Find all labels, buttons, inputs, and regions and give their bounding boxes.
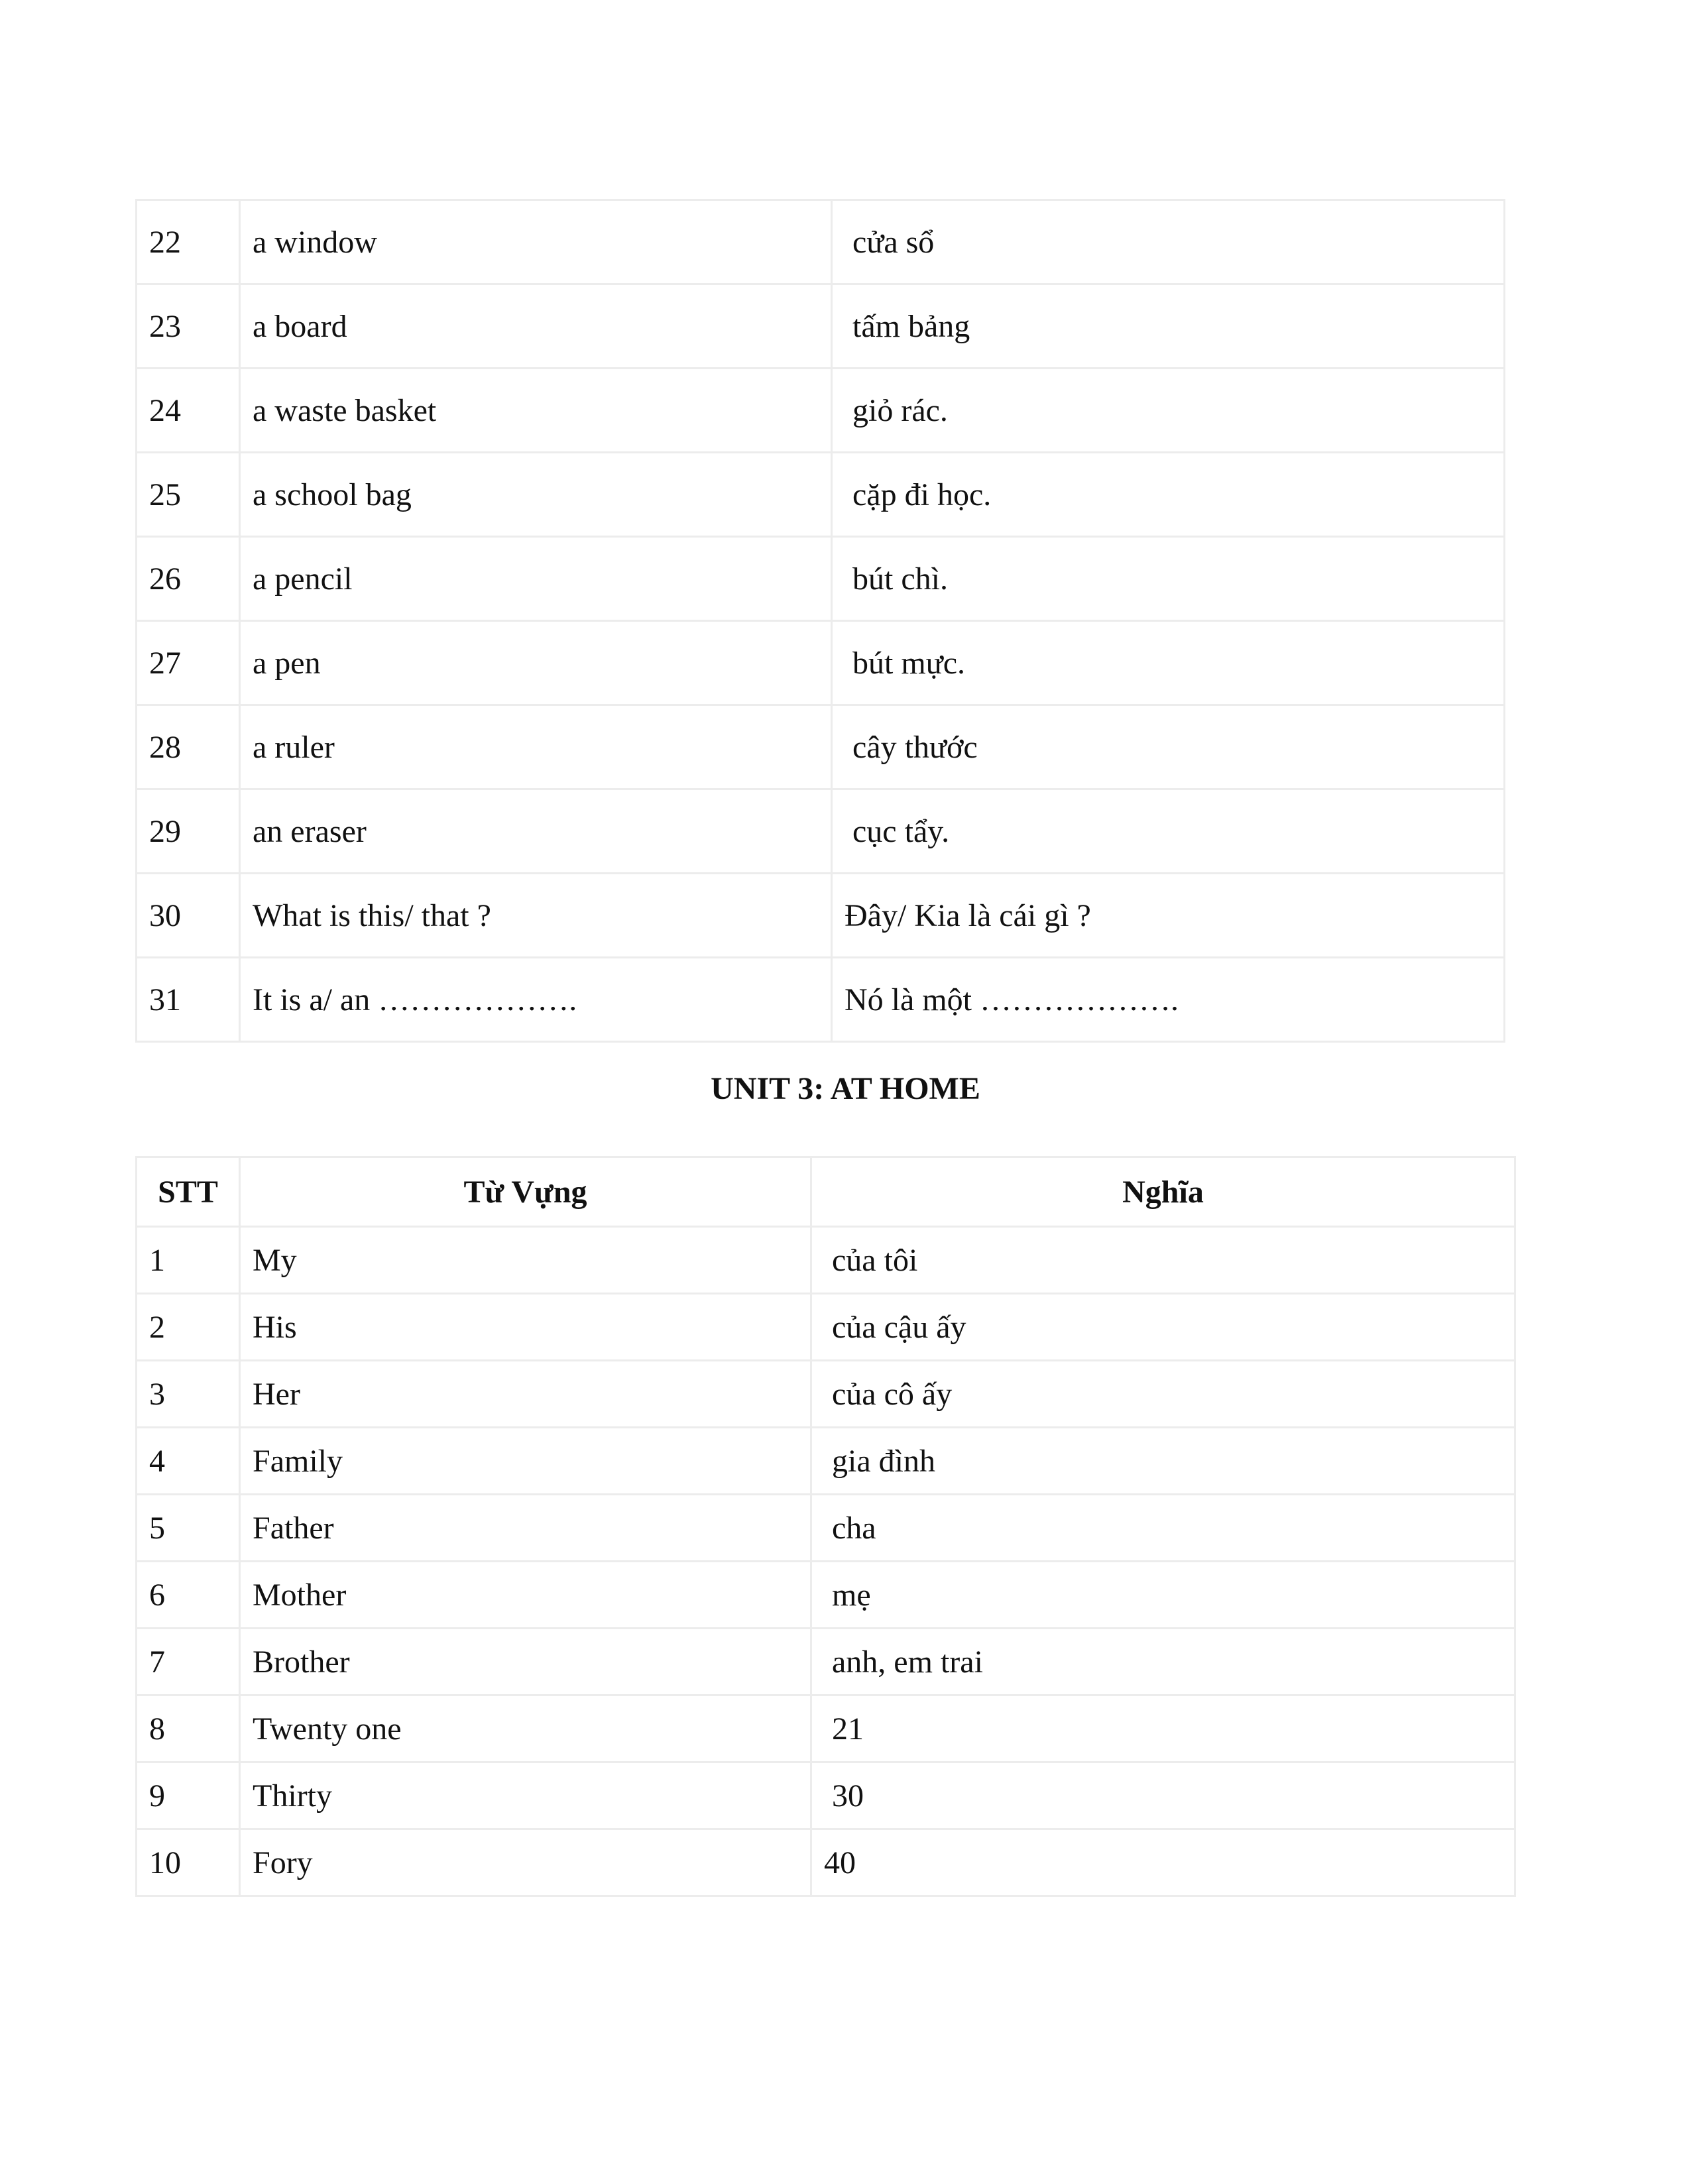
vocab-word: Thirty: [240, 1762, 811, 1829]
row-number: 4: [137, 1428, 240, 1495]
vocab-word: His: [240, 1294, 811, 1361]
table-row: [137, 621, 1505, 705]
vocabulary-table-continued: [135, 199, 1505, 1043]
vocab-meaning: bút chì.: [832, 537, 1505, 621]
row-number: 9: [137, 1762, 240, 1829]
vocab-word: Father: [240, 1495, 811, 1562]
vocab-word: a ruler: [240, 705, 832, 789]
vocab-meaning: cha: [811, 1495, 1515, 1562]
unit3-vocabulary-table: [135, 1156, 1516, 1897]
table-row: [137, 874, 1505, 958]
vocab-meaning: 30: [811, 1762, 1515, 1829]
vocab-word: What is this/ that ?: [240, 874, 832, 958]
vocab-word: an eraser: [240, 789, 832, 874]
vocab-word: Mother: [240, 1562, 811, 1629]
row-number: 23: [137, 284, 240, 369]
table-row: [137, 369, 1505, 453]
table-row: [137, 200, 1505, 284]
table-header-row: [137, 1157, 1515, 1227]
vocab-word: Her: [240, 1361, 811, 1428]
vocab-meaning: anh, em trai: [811, 1629, 1515, 1695]
row-number: 5: [137, 1495, 240, 1562]
row-number: 26: [137, 537, 240, 621]
vocab-meaning: tấm bảng: [832, 284, 1505, 369]
table-row: [137, 789, 1505, 874]
vocab-meaning: 40: [811, 1829, 1515, 1896]
table-row: [137, 1227, 1515, 1294]
vocab-meaning: của cậu ấy: [811, 1294, 1515, 1361]
vocab-meaning: 21: [811, 1695, 1515, 1762]
vocab-word: a window: [240, 200, 832, 284]
table-row: [137, 1428, 1515, 1495]
table-row: [137, 453, 1505, 537]
vocab-word: a pen: [240, 621, 832, 705]
table-row: [137, 1629, 1515, 1695]
vocab-meaning: bút mực.: [832, 621, 1505, 705]
table-row: [137, 1562, 1515, 1629]
vocab-meaning: cặp đi học.: [832, 453, 1505, 537]
table-row: [137, 1695, 1515, 1762]
row-number: 6: [137, 1562, 240, 1629]
vocab-word: It is a/ an ……………….: [240, 958, 832, 1042]
vocab-meaning: cửa sổ: [832, 200, 1505, 284]
row-number: 8: [137, 1695, 240, 1762]
vocab-word: a board: [240, 284, 832, 369]
vocab-word: My: [240, 1227, 811, 1294]
vocab-word: a pencil: [240, 537, 832, 621]
vocab-word: Family: [240, 1428, 811, 1495]
table-row: [137, 537, 1505, 621]
vocab-meaning: Nó là một ……………….: [832, 958, 1505, 1042]
table-row: [137, 958, 1505, 1042]
table-row: [137, 705, 1505, 789]
table-row: [137, 1495, 1515, 1562]
vocab-word: Fory: [240, 1829, 811, 1896]
row-number: 22: [137, 200, 240, 284]
row-number: 3: [137, 1361, 240, 1428]
vocab-word: a school bag: [240, 453, 832, 537]
vocab-meaning: giỏ rác.: [832, 369, 1505, 453]
table-row: [137, 1829, 1515, 1896]
table-row: [137, 1361, 1515, 1428]
table-row: [137, 1762, 1515, 1829]
row-number: 30: [137, 874, 240, 958]
table-row: [137, 1294, 1515, 1361]
header-meaning: Nghĩa: [811, 1157, 1515, 1227]
row-number: 24: [137, 369, 240, 453]
unit-heading: UNIT 3: AT HOME: [711, 1071, 980, 1106]
row-number: 28: [137, 705, 240, 789]
header-vocabulary: Từ Vựng: [240, 1157, 811, 1227]
table-row: [137, 284, 1505, 369]
row-number: 1: [137, 1227, 240, 1294]
vocab-word: Twenty one: [240, 1695, 811, 1762]
vocab-meaning: mẹ: [811, 1562, 1515, 1629]
vocab-meaning: cục tẩy.: [832, 789, 1505, 874]
row-number: 29: [137, 789, 240, 874]
row-number: 25: [137, 453, 240, 537]
vocab-meaning: cây thước: [832, 705, 1505, 789]
row-number: 27: [137, 621, 240, 705]
vocab-meaning: Đây/ Kia là cái gì ?: [832, 874, 1505, 958]
vocab-meaning: của cô ấy: [811, 1361, 1515, 1428]
row-number: 10: [137, 1829, 240, 1896]
row-number: 2: [137, 1294, 240, 1361]
header-stt: STT: [137, 1157, 240, 1227]
row-number: 31: [137, 958, 240, 1042]
vocab-word: Brother: [240, 1629, 811, 1695]
vocab-meaning: gia đình: [811, 1428, 1515, 1495]
vocab-word: a waste basket: [240, 369, 832, 453]
vocab-meaning: của tôi: [811, 1227, 1515, 1294]
row-number: 7: [137, 1629, 240, 1695]
